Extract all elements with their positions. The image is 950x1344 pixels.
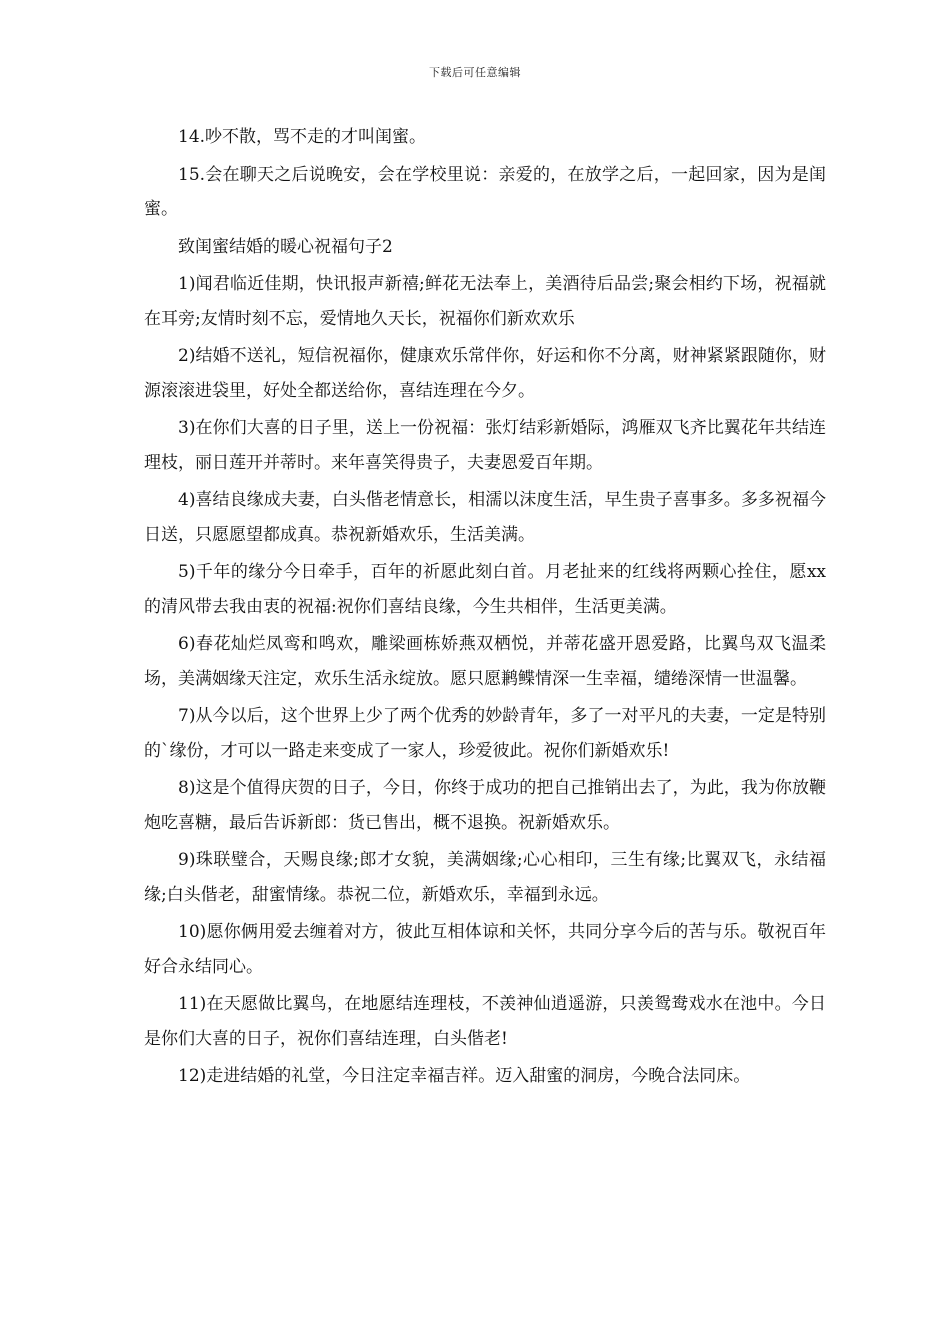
paragraph: 4)喜结良缘成夫妻，白头偕老情意长，相濡以沫度生活，早生贵子喜事多。多多祝福今日送，只愿愿望都成真。恭祝新婚欢乐，生活美满。 [144, 490, 826, 545]
paragraph: 12)走进结婚的礼堂，今日注定幸福吉祥。迈入甜蜜的洞房，今晚合法同床。 [178, 1066, 751, 1086]
paragraph: 3)在你们大喜的日子里，送上一份祝福：张灯结彩新婚际，鸿雁双飞齐比翼花年共结连理枝，丽日莲开并蒂时。来年喜笑得贵子，夫妻恩爱百年期。 [144, 418, 826, 473]
document-body [144, 120, 826, 1097]
paragraph: 5)千年的缘分今日牵手，百年的祈愿此刻白首。月老扯来的红线将两颗心拴住，愿xx的清风带去我由衷的祝福:祝你们喜结良缘，今生共相伴，生活更美满。 [144, 562, 826, 617]
paragraph: 11)在天愿做比翼鸟，在地愿结连理枝，不羡神仙逍遥游，只羡鸳鸯戏水在池中。今日是你们大喜的日子，祝你们喜结连理，白头偕老! [144, 994, 826, 1049]
paragraph: 6)春花灿烂凤鸾和鸣欢，雕梁画栋娇燕双栖悦，并蒂花盛开恩爱路，比翼鸟双飞温柔场，美满姻缘天注定，欢乐生活永绽放。愿只愿鹣鲽情深一生幸福，缱绻深情一世温馨。 [144, 634, 826, 689]
paragraph: 8)这是个值得庆贺的日子，今日，你终于成功的把自己推销出去了，为此，我为你放鞭炮吃喜糖，最后告诉新郎：货已售出，概不退换。祝新婚欢乐。 [144, 778, 826, 833]
paragraph: 1)闻君临近佳期，快讯报声新禧;鲜花无法奉上，美酒待后品尝;聚会相约下场，祝福就在耳旁;友情时刻不忘，爱情地久天长，祝福你们新欢欢乐 [144, 274, 826, 329]
paragraph: 9)珠联璧合，天赐良缘;郎才女貌，美满姻缘;心心相印，三生有缘;比翼双飞，永结福缘;白头偕老，甜蜜情缘。恭祝二位，新婚欢乐，幸福到永远。 [144, 850, 826, 905]
paragraph: 2)结婚不送礼，短信祝福你，健康欢乐常伴你，好运和你不分离，财神紧紧跟随你，财源滚滚进袋里，好处全都送给你，喜结连理在今夕。 [144, 346, 826, 401]
paragraph: 10)愿你俩用爱去缠着对方，彼此互相体谅和关怀，共同分享今后的苦与乐。敬祝百年好合永结同心。 [144, 922, 826, 977]
paragraph: 15.会在聊天之后说晚安，会在学校里说：亲爱的，在放学之后，一起回家，因为是闺蜜。 [144, 164, 826, 219]
paragraph: 14.吵不散，骂不走的才叫闺蜜。 [178, 127, 427, 147]
section-heading: 致闺蜜结婚的暖心祝福句子2 [178, 236, 393, 257]
page-header: 下载后可任意编辑 [429, 66, 521, 79]
paragraph: 7)从今以后，这个世界上少了两个优秀的妙龄青年，多了一对平凡的夫妻，一定是特别的`缘份，才可以一路走来变成了一家人，珍爱彼此。祝你们新婚欢乐! [144, 706, 826, 761]
